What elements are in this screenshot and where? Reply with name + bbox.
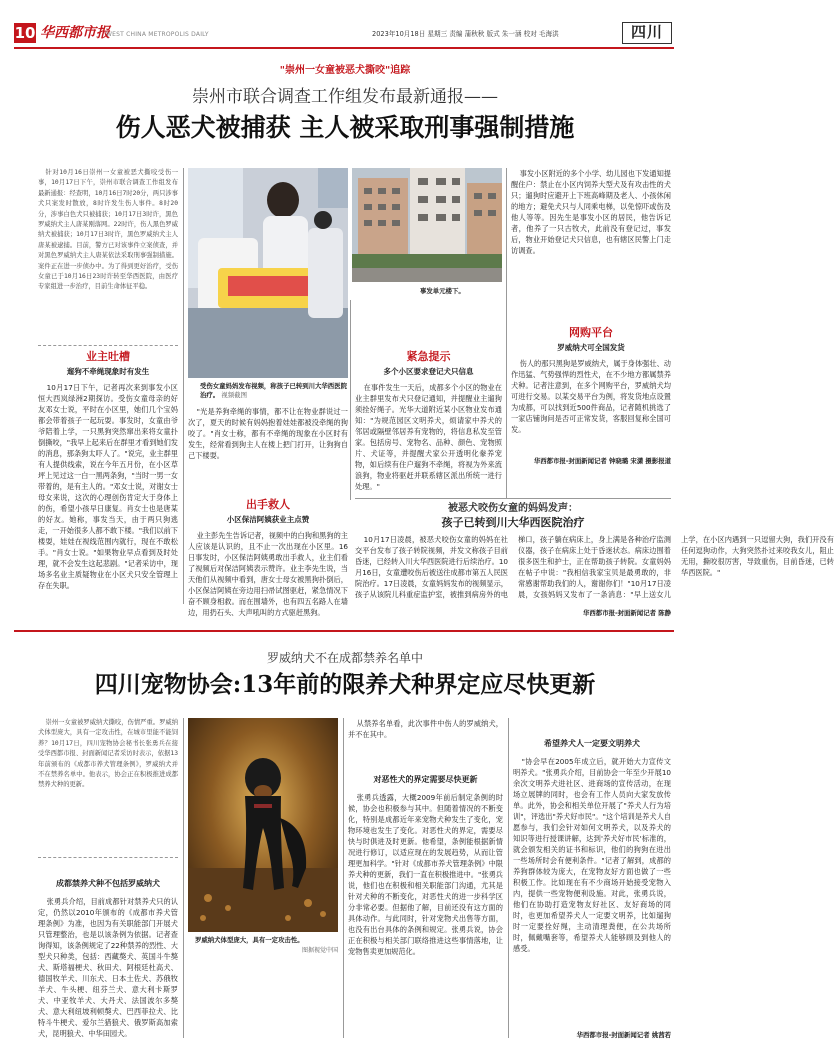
story1-sec5-title: 被恶犬咬伤女童的妈妈发声： [448, 503, 578, 514]
story1-sec3-body: 在事件发生一天后，成都多个小区的物业在业主群里发布犬只登记通知，并提醒业主遛狗须拴好绳子。光华大道附近某小区物业发布通知："为规范园区文明养犬，烦请家中养犬的邻居或隔壁邻居养有宠物的，将信息私发至管家。包括房号、宠物名、品种、颜色、宠物照片、犬证等，并提醒犬家公开透明化豢养宠物，如后续有住户遛狗不牵绳，将视为外来流浪狗，物业将驱赶并联系辖区派出所统一进行处理。" [355, 383, 502, 491]
story1-lead: 针对10月16日崇州一女童被恶犬撕咬受伤一事，10月17日下午，崇州市联合调查工作组发布最新通报：经查明，10月16日7时20分，两只涉事犬只案发时散放，8时许发生伤人事件。8时20分，涉事白色犬只被捕获；10月17日3时许，黑色罗威纳犬主人唐某刚落网。22时许，伤人黑色罗威纳犬被捕获；10月17日3时许，黑色罗威纳犬主人唐某被逮捕。目前，警方已对该事件立案侦查，并对黑色罗威纳犬主人唐某依法采取刑事强制措施。案件正在进一步侦办中。为了得到更好治疗，受伤女童已于10月16日23时许转至华西医院，由医疗专家组进一步治疗，目前生命体征平稳。 [38, 168, 178, 346]
story1-sec1-title: 业主吐槽 [86, 350, 130, 363]
story1-kicker: "崇州一女童被恶犬撕咬"追踪 [279, 65, 411, 76]
story1-sec5-credit: 华西都市报-封面新闻记者 陈静 [583, 609, 671, 617]
story2-sec2-title: 对恶性犬的界定需要尽快更新 [373, 775, 478, 784]
story2-photo-caption: 罗威纳犬体型庞大，具有一定攻击性。 [195, 936, 304, 944]
story1-col4-body: 事发小区附近的多个小学、幼儿园也下发通知提醒住户：禁止在小区内饲养大型犬及有攻击性的犬只；遛狗时应避开上下班高峰期及老人、小孩休闲的地方；避免犬只与人同乘电梯，以免惊吓或伤及他人等等。因先生是事发小区的居民，他告诉记者，他养了一只古牧犬，此前没有登记过，事发后，物业开始登记犬只信息，也有辖区民警上门走访调查。 [511, 169, 671, 255]
column-divider [506, 168, 507, 498]
photo1-caption: 受伤女童妈妈发布视频，称孩子已转到川大华西医院治疗。 视频截图 [200, 382, 347, 399]
story2-sec3-title: 希望养犬人一定要文明养犬 [544, 739, 640, 748]
photo-rottweiler [188, 718, 338, 932]
story1-sec1-sub: 遛狗不牵绳现象时有发生 [66, 367, 150, 376]
story1-sec2-sub: 小区保洁阿姨获业主点赞 [226, 515, 310, 524]
sidebar-rule [355, 498, 671, 499]
story1-sec5-body: 10月17日凌晨，被恶犬咬伤女童的妈妈在社交平台发布了孩子转院视频，并发文称孩子目前昏迷，已经转入川大华西医院进行后续治疗。10月16日，女童遭咬伤后被送往成都市第五人民医院治疗。17日凌晨，女童妈妈发布的视频显示，孩子从该院儿科重症监护室，被推到病房外的电梯口，孩子躺在病床上，身上满是各种治疗监测仪器，孩子在病床上处于昏迷状态。病床边围着很多医生和护士，正在帮助孩子转院。女童妈妈在帖子中说："我相信我家宝贝是最勇敢的，非常感谢帮助我们的人，谢谢你们！"10月17日凌晨，女孩妈妈又发布了一条消息："早上送女儿上学，在小区内遇到一只逗留大狗，我们开没有任何逗狗动作，大狗突然扑过来咬我女儿，阻止无用，撕咬很厉害，导致重伤，目前昏迷，已转华西医院。" [355, 535, 834, 599]
column-divider [508, 718, 509, 1038]
story-separator [14, 630, 674, 632]
column-divider [350, 300, 351, 500]
photo-building [352, 168, 502, 282]
story2-sec2-body: 张勇兵透露，大概2009年前后制定条例的时候，协会也积极参与其中。但随着情况的不断变化，特别是成都近年来宠物犬种发生了变化，宠物环境也发生了变化。对恶性犬的界定，需要尽快与时俱进及时更新。他希望，条例能根据新情况进行修订，以适应现在的发展趋势，从而让管理更加科学。"针对《成都市养犬管理条例》中限养犬种的更新，我们一直在积极推进中。"张勇兵说，他们也在积极和相关职能部门沟通，尤其是针对犬种的不断变化，对恶性犬的进一步科学区分非常必要。但据他了解，目前还没有这方面的具体动作。与此同时，针对宠物犬出售等方面，也没有出台具体的条例和规定。张勇兵说，协会正在积极与相关部门联络推进这些事情落地，让宠物售卖更加规范化。 [348, 793, 503, 956]
story2-kicker: 罗威纳犬不在成都禁养名单中 [266, 651, 423, 665]
story1-sec4-sub: 罗威纳犬可全国发货 [557, 343, 625, 352]
story1-sec2-body: 业主彭先生告诉记者，视频中的白狗和黑狗的主人应该是认识的，且不止一次出现在小区里。16日事发时，小区保洁阿姨勇敢出手救人，业主们看了视频后对保洁阿姨表示赞许。业主李先生说，当天他们从视频中看到，唐女士母女被黑狗扑倒后，小区保洁阿姨在旁边用扫帚试图驱赶，紧急情况下奋不顾身相救。而在围墙外，也有四五名路人在墙边，用扔石头、大声吼叫的方式驱赶黑狗。 [188, 531, 348, 617]
column-divider [183, 718, 184, 1038]
story2-sec1-body: 张勇兵介绍，目前成都针对禁养犬只的认定，仍然以2010年颁布的《成都市养犬管理条例》为准，也因为有关职能部门开展犬只管理整治，也是以该条例为依据。记者查询得知，该条例规定了22种禁养的烈性、大型犬只种类，包括：西藏獒犬、英国斗牛獒犬、斯塔福梗犬、秋田犬、阿根廷杜高犬、德国牧羊犬、川东犬、日本土佐犬、苏俄牧羊犬、牛头梗、纽芬兰犬、意大利卡斯罗犬、中亚牧羊犬、大丹犬、法国波尔多獒犬、意大利纽坡利顿獒犬、巴西菲拉犬、比特斗牛梗犬、爱尔兰猎狼犬、俄罗斯高加索犬，昆明狼犬、中华田园犬。 [38, 897, 178, 1038]
column-divider [183, 168, 184, 604]
story1-sec3-sub: 多个小区要求登记犬只信息 [383, 367, 474, 376]
story1-sec2-continued [355, 300, 502, 346]
story1-col2-body: "光是养狗牵绳的事情，都不让在物业群说过一次了，夏天的时候有妈妈抱着娃娃都被没牵绳的狗咬了。"肖女士称，都有不牵绳的现象在小区时有发生，经常看到狗主人在楼上把门打开，让狗狗自己下楼耍。 [188, 407, 348, 460]
story1-subhead: 崇州市联合调查工作组发布最新通报—— [192, 87, 498, 107]
story2-col2b-body: 从禁养名单看，此次事件中伤人的罗威纳犬，并不在其中。 [348, 719, 503, 739]
story1-sec5-sub: 孩子已转到川大华西医院治疗 [441, 516, 585, 529]
story2-sec3-body: "协会早在2005年成立后，就开始大力宣传文明养犬。"张勇兵介绍，目前协会一年至少开展10余次文明养犬进社区、进商场的宣传活动，在现场立展牌的同时，也会有工作人员向大家发放传单。此外，协会和相关单位开展了"养犬人行为培训"，评选出"养犬好市民"。"这个培训是养犬人自愿参与，我们会针对如何文明养犬，以及养犬的知识等进行授课讲解，达到'养犬好市民'标准的，就会颁发相关的证书和标识，他们的狗狗在进出一些场所时会有便利条件。"记者了解到，成都的养狗群体较为庞大，在宠物友好方面也做了一些积极工作。比如现在有不少商场开始接受宠物入内，提供一些宠物便利设施。对此，张勇兵说，他们在协助打造宠物友好社区、友好商场的同时，也更加希望养犬人一定要文明养，比如遛狗时一定要拴好绳，主动清理粪便，在公共场所时，佩戴嘴套等，希望养犬人能够顾及到他人的感受。 [513, 757, 671, 953]
story2-headline: 四川宠物协会:13年前的限养犬种界定应尽快更新 [94, 671, 596, 698]
story2-sec1-continued [188, 958, 338, 1042]
story2-sec1-title: 成都禁养犬种不包括罗威纳犬 [56, 879, 160, 888]
story1-sec3-title: 紧急提示 [406, 350, 451, 363]
story1-sec4-body: 伤人的那只黑狗是罗威纳犬，属于身体强壮、动作迅猛、气势强悍的烈性犬，在不少地方都属禁养犬种。记者注意到，在多个网购平台，罗威纳犬均可进行交易。以某交易平台为例，将发货地点设置为成都，可以找到近500件商品，记者随机挑选了一家店铺询问是否可正常发货，客服回复称全国可发。 [511, 359, 671, 434]
story1-headline: 伤人恶犬被捕获 主人被采取刑事强制措施 [115, 113, 575, 142]
story2-photo-credit: 图据视觉中国 [301, 947, 338, 954]
story2-sec3-credit: 华西都市报-封面新闻记者 姚茜若 [576, 1031, 671, 1039]
story1-sec4-title: 网购平台 [569, 326, 613, 339]
photo1-credit: 视频截图 [221, 391, 247, 399]
story1-sec1-body: 10月17日下午，记者再次来到事发小区恒大西岚绿洲2期探访。受伤女童母亲的好友邓女士说，平时在小区里，她们几个宝妈都会带着孩子一起玩耍。事发时，女童由爷爷陪着上学，一只黑狗突然窜出来将女童扑倒撕咬，"我早上起来后在群里才看到她们发的消息，那条狗太吓人了。"说完，业主群里有人提供线索，说在今年五月份，在小区草坪上见过这一白一黑两条狗，"当时一男一女带着的，是有主人的。"邓女士说，对谢女士母女来说，这次的心理创伤肯定大于身体上的伤，希望小孩早日康复。肖女士也是唐某的好友。她称，事发当天，由于两只狗逃走，一开始很多人都不敢下楼。"我们以前下楼耍，娃娃在视线范围内就行，现在不敢松手。"肖女士说。"如果物业早点看到及时处理，就不会发生这起悲剧。"记者采访中，现场多名业主质疑物业在小区犬只安全管理上存在失职。 [38, 383, 178, 590]
issue-info: 2023年10月18日 星期三 责编 蒲秋秋 版式 朱一涵 校对 毛海洪 [372, 30, 559, 38]
paper-logo: 华西都市报 [40, 25, 110, 41]
paper-english-name: WEST CHINA METROPOLIS DAILY [106, 31, 209, 38]
photo2-caption: 事发单元楼下。 [420, 287, 465, 295]
page-number: 10 [14, 24, 36, 42]
section-tag: 四川 [622, 22, 672, 44]
header-rule [14, 47, 674, 49]
story2-lead: 崇州一女童被罗威纳犬撕咬，伤情严重。罗威纳犬体型庞大，具有一定攻击性，在城市里能不能饲养？10月17日，四川宠物协会秘书长张勇兵在接受华西都市报、封面新闻记者采访时表示，依据13年前颁布的《成都市养犬管理条例》，罗威纳犬并不在禁养名单中。他表示，协会正在积极推进成都禁养犬种的更新。 [38, 718, 178, 858]
photo-hospital-transfer [188, 168, 348, 378]
story1-sec4-credit: 华西都市报-封面新闻记者 钟晓璐 宋潇 摄影报道 [533, 457, 671, 465]
column-divider [343, 718, 344, 1038]
story1-sec2-title: 出手救人 [246, 498, 290, 511]
